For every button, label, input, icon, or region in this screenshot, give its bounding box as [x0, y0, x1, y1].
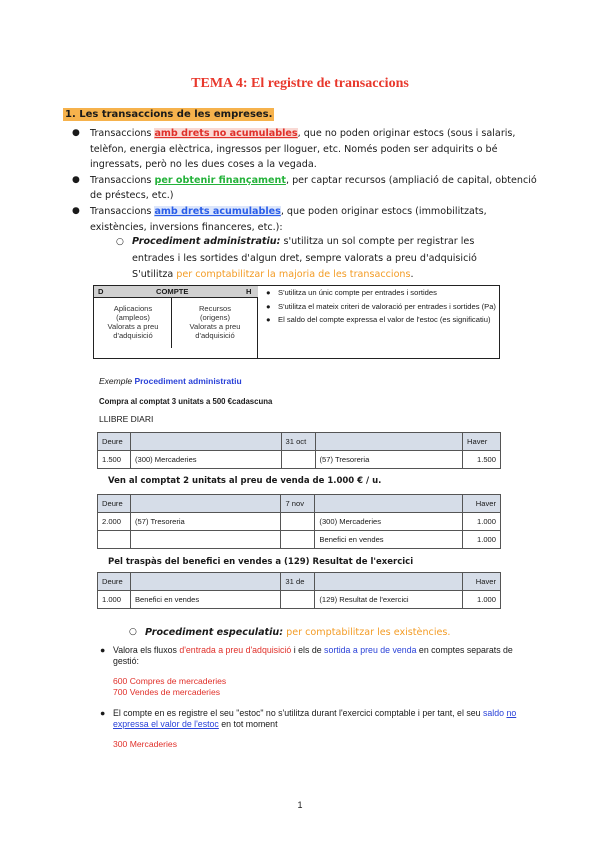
sub-item-administratiu: ○ Procediment administratiu: s'utilitza un sol compte per registrar les entrades i les sortides d'algun dret, sempre valorats a preu d'adquisició S'utilitza per comptabilitzar la majoria de les transaccions.: [116, 236, 477, 280]
example-description: Compra al comptat 3 unitats a 500 €cadascuna: [99, 397, 273, 406]
table-row: Benefici en vendes 1.000: [98, 531, 501, 549]
schema-header: D COMPTE H: [94, 286, 258, 298]
table-row: Deure 31 oct Haver: [98, 433, 501, 451]
ledger-table-2: [97, 494, 501, 549]
table-row: 1.000 Benefici en vendes (129) Resultat de l'exercici 1.000: [98, 591, 501, 609]
list-item: ● Valora els fluxos d'entrada a preu d'adquisició i els de sortida a preu de venda en comptes separats de gestió:: [100, 645, 513, 666]
list-item: ● Transaccions amb drets acumulables, que poden originar estocs (immobilitzats, existències, inversions financeres, etc.):: [72, 205, 487, 233]
account-list-1: 600 Compres de mercaderies 700 Vendes de mercaderies: [113, 676, 227, 697]
ledger-caption: Pel traspàs del benefici en vendes a (129) Resultat de l'exercici: [108, 557, 414, 567]
sub-item-especulatiu: ○ Procediment especulatiu: per comptabilitzar les existències.: [129, 627, 451, 638]
page-number: 1: [297, 800, 303, 810]
bullet-icon: ●: [72, 128, 80, 138]
table-row: Deure 31 de Haver: [98, 573, 501, 591]
page-title: TEMA 4: El registre de transaccions: [191, 76, 409, 91]
account-schema: [93, 285, 500, 359]
table-row: 1.500 (300) Mercaderies (57) Tresoreria 1.500: [98, 451, 501, 469]
ledger-table-1: [97, 432, 501, 469]
bullet-icon: ●: [72, 174, 80, 185]
section-heading: 1. Les transaccions de les empreses.: [65, 109, 273, 120]
circle-bullet-icon: ○: [116, 237, 124, 247]
list-item: ● Transaccions amb drets no acumulables, que no poden originar estocs (sous i salaris, telèfon, energia elèctrica, ingressos per lloguer, etc. Només poden ser adquirits o bé ingressats, però no les dues coses a la vegada.: [72, 128, 516, 171]
table-row: 2.000 (57) Tresoreria (300) Mercaderies 1.000: [98, 513, 501, 531]
ledger-caption: Ven al comptat 2 unitats al preu de venda de 1.000 € / u.: [108, 476, 382, 486]
bullet-icon: ●: [100, 708, 106, 718]
schema-notes: ● S'utilitza un únic compte per entrades i sortides ● S'utilitza el mateix criteri de valoració per entrades i sortides (Pa) ● El saldo del compte expressa el valor de l'estoc (es significatiu): [266, 288, 496, 324]
example-title: Exemple Procediment administratiu: [99, 376, 242, 386]
bullet-list: [72, 126, 542, 235]
account-list-2: 300 Mercaderies: [113, 739, 178, 749]
schema-debit-side: Aplicacions (ampleos) Valorats a preu d'adquisició: [107, 304, 159, 340]
circle-bullet-icon: ○: [129, 627, 137, 637]
ledger-table-3: [97, 572, 501, 609]
bullet-icon: ●: [100, 645, 106, 655]
list-item: ● El compte en es registre el seu "estoc" no s'utilitza durant l'exercici comptable i per tant, el seu saldo no expressa el valor de l'estoc en tot moment: [100, 708, 517, 729]
bullet-icon: ●: [72, 205, 80, 216]
journal-label: LLIBRE DIARI: [99, 414, 154, 424]
schema-credit-side: Recursos (origens) Valorats a preu d'adquisició: [189, 304, 241, 340]
table-row: Deure 7 nov Haver: [98, 495, 501, 513]
list-item: ● Transaccions per obtenir finançament, per captar recursos (ampliació de capital, obtenció de préstecs, etc.): [72, 174, 537, 202]
